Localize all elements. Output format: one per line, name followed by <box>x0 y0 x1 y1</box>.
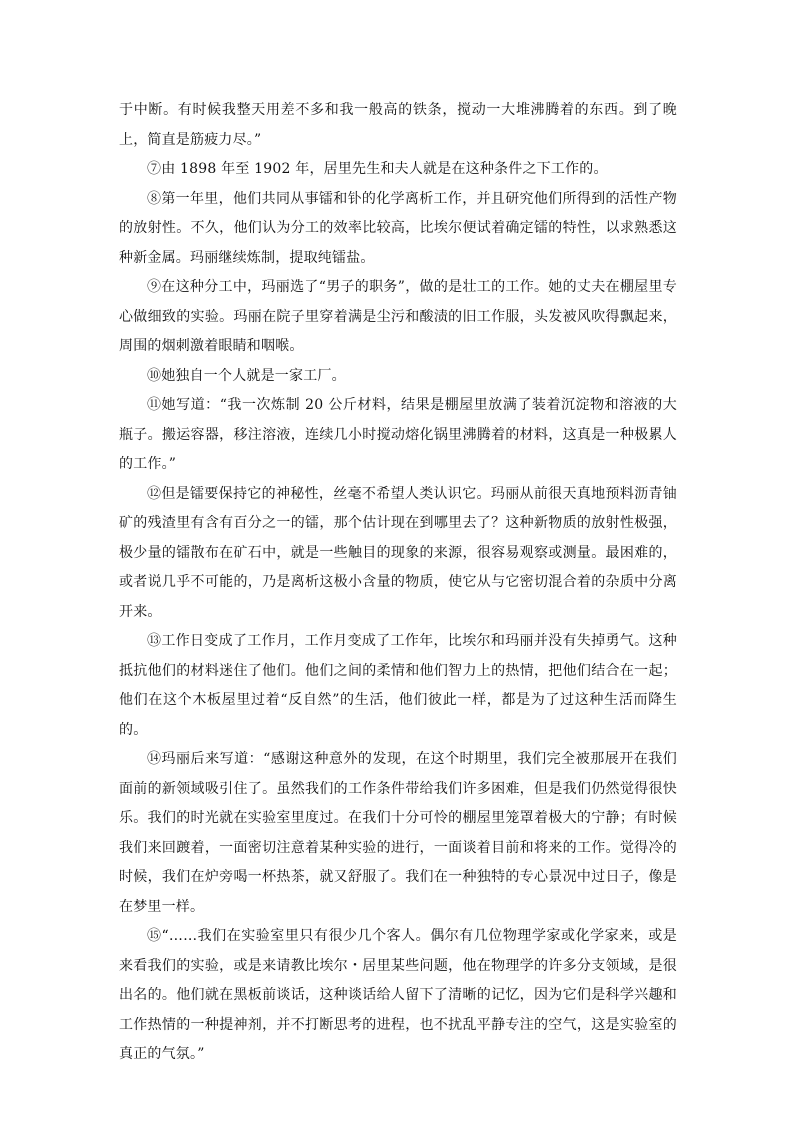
paragraph-continuation: 于中断。有时候我整天用差不多和我一般高的铁条，搅动一大堆沸腾着的东西。到了晚上，简直是筋疲力尽。” <box>119 102 677 148</box>
paragraph-11: ⑪她写道：“我一次炼制 20 公斤材料，结果是棚屋里放满了装着沉淀物和溶液的大瓶子。搬运容器，移注溶液，连续几小时搅动熔化锅里沸腾着的材料，这真是一种极累人的工作。” <box>119 397 677 472</box>
paragraph-7: ⑦由 1898 年至 1902 年，居里先生和夫人就是在这种条件之下工作的。 <box>147 161 608 177</box>
paragraph-14: ⑭玛丽后来写道：“感谢这种意外的发现，在这个时期里，我们完全被那展开在我们面前的新领域吸引住了。虽然我们的工作条件带给我们许多困难，但是我们仍然觉得很快乐。我们的时光就在实验室里度过。在我们十分可怜的棚屋里笼罩着极大的宁静；有时候我们来回踱着，一面密切注意着某种实验的进行，一面谈着目前和将来的工作。觉得冷的时候，我们在炉旁喝一杯热茶，就又舒服了。我们在一种独特的专心景况中过日子，像是在梦里一样。 <box>119 751 677 915</box>
paragraph-8: ⑧第一年里，他们共同从事镭和钋的化学离析工作，并且研究他们所得到的活性产物的放射性。不久，他们认为分工的效率比较高，比埃尔便试着确定镭的特性，以求熟悉这种新金属。玛丽继续炼制，提取纯镭盐。 <box>119 190 677 266</box>
paragraph-15: ⑮“……我们在实验室里只有很少几个客人。偶尔有几位物理学家或化学家来，或是来看我们的实验，或是来请教比埃尔・居里某些问题，他在物理学的许多分支领域，是很出名的。他们就在黑板前谈话，这种谈话给人留下了清晰的记忆，因为它们是科学兴趣和工作热情的一种提神剂，并不打断思考的进程，也不扰乱平静专注的空气，这是实验室的真正的气氛。” <box>119 928 677 1062</box>
paragraph-13: ⑬工作日变成了工作月，工作月变成了工作年，比埃尔和玛丽并没有失掉勇气。这种抵抗他们的材料迷住了他们。他们之间的柔情和他们智力上的热情，把他们结合在一起；他们在这个木板屋里过着“反自然”的生活，他们彼此一样，都是为了过这种生活而降生的。 <box>119 633 677 738</box>
paragraph-10: ⑩她独自一个人就是一家工厂。 <box>147 367 346 384</box>
paragraph-9: ⑨在这种分工中，玛丽选了“男子的职务”，做的是壮工的工作。她的丈夫在棚屋里专心做细致的实验。玛丽在院子里穿着满是尘污和酸渍的旧工作服，头发被风吹得飘起来，周围的烟刺激着眼睛和咽喉。 <box>119 279 677 354</box>
document-body <box>119 96 677 1070</box>
paragraph-12: ⑫但是镭要保持它的神秘性，丝毫不希望人类认识它。玛丽从前很天真地预料沥青铀矿的残渣里有含有百分之一的镭，那个估计现在到哪里去了？这种新物质的放射性极强，极少量的镭散布在矿石中，就是一些触目的现象的来源，很容易观察或测量。最困难的，或者说几乎不可能的，乃是离析这极小含量的物质，使它从与它密切混合着的杂质中分离开来。 <box>119 485 677 620</box>
